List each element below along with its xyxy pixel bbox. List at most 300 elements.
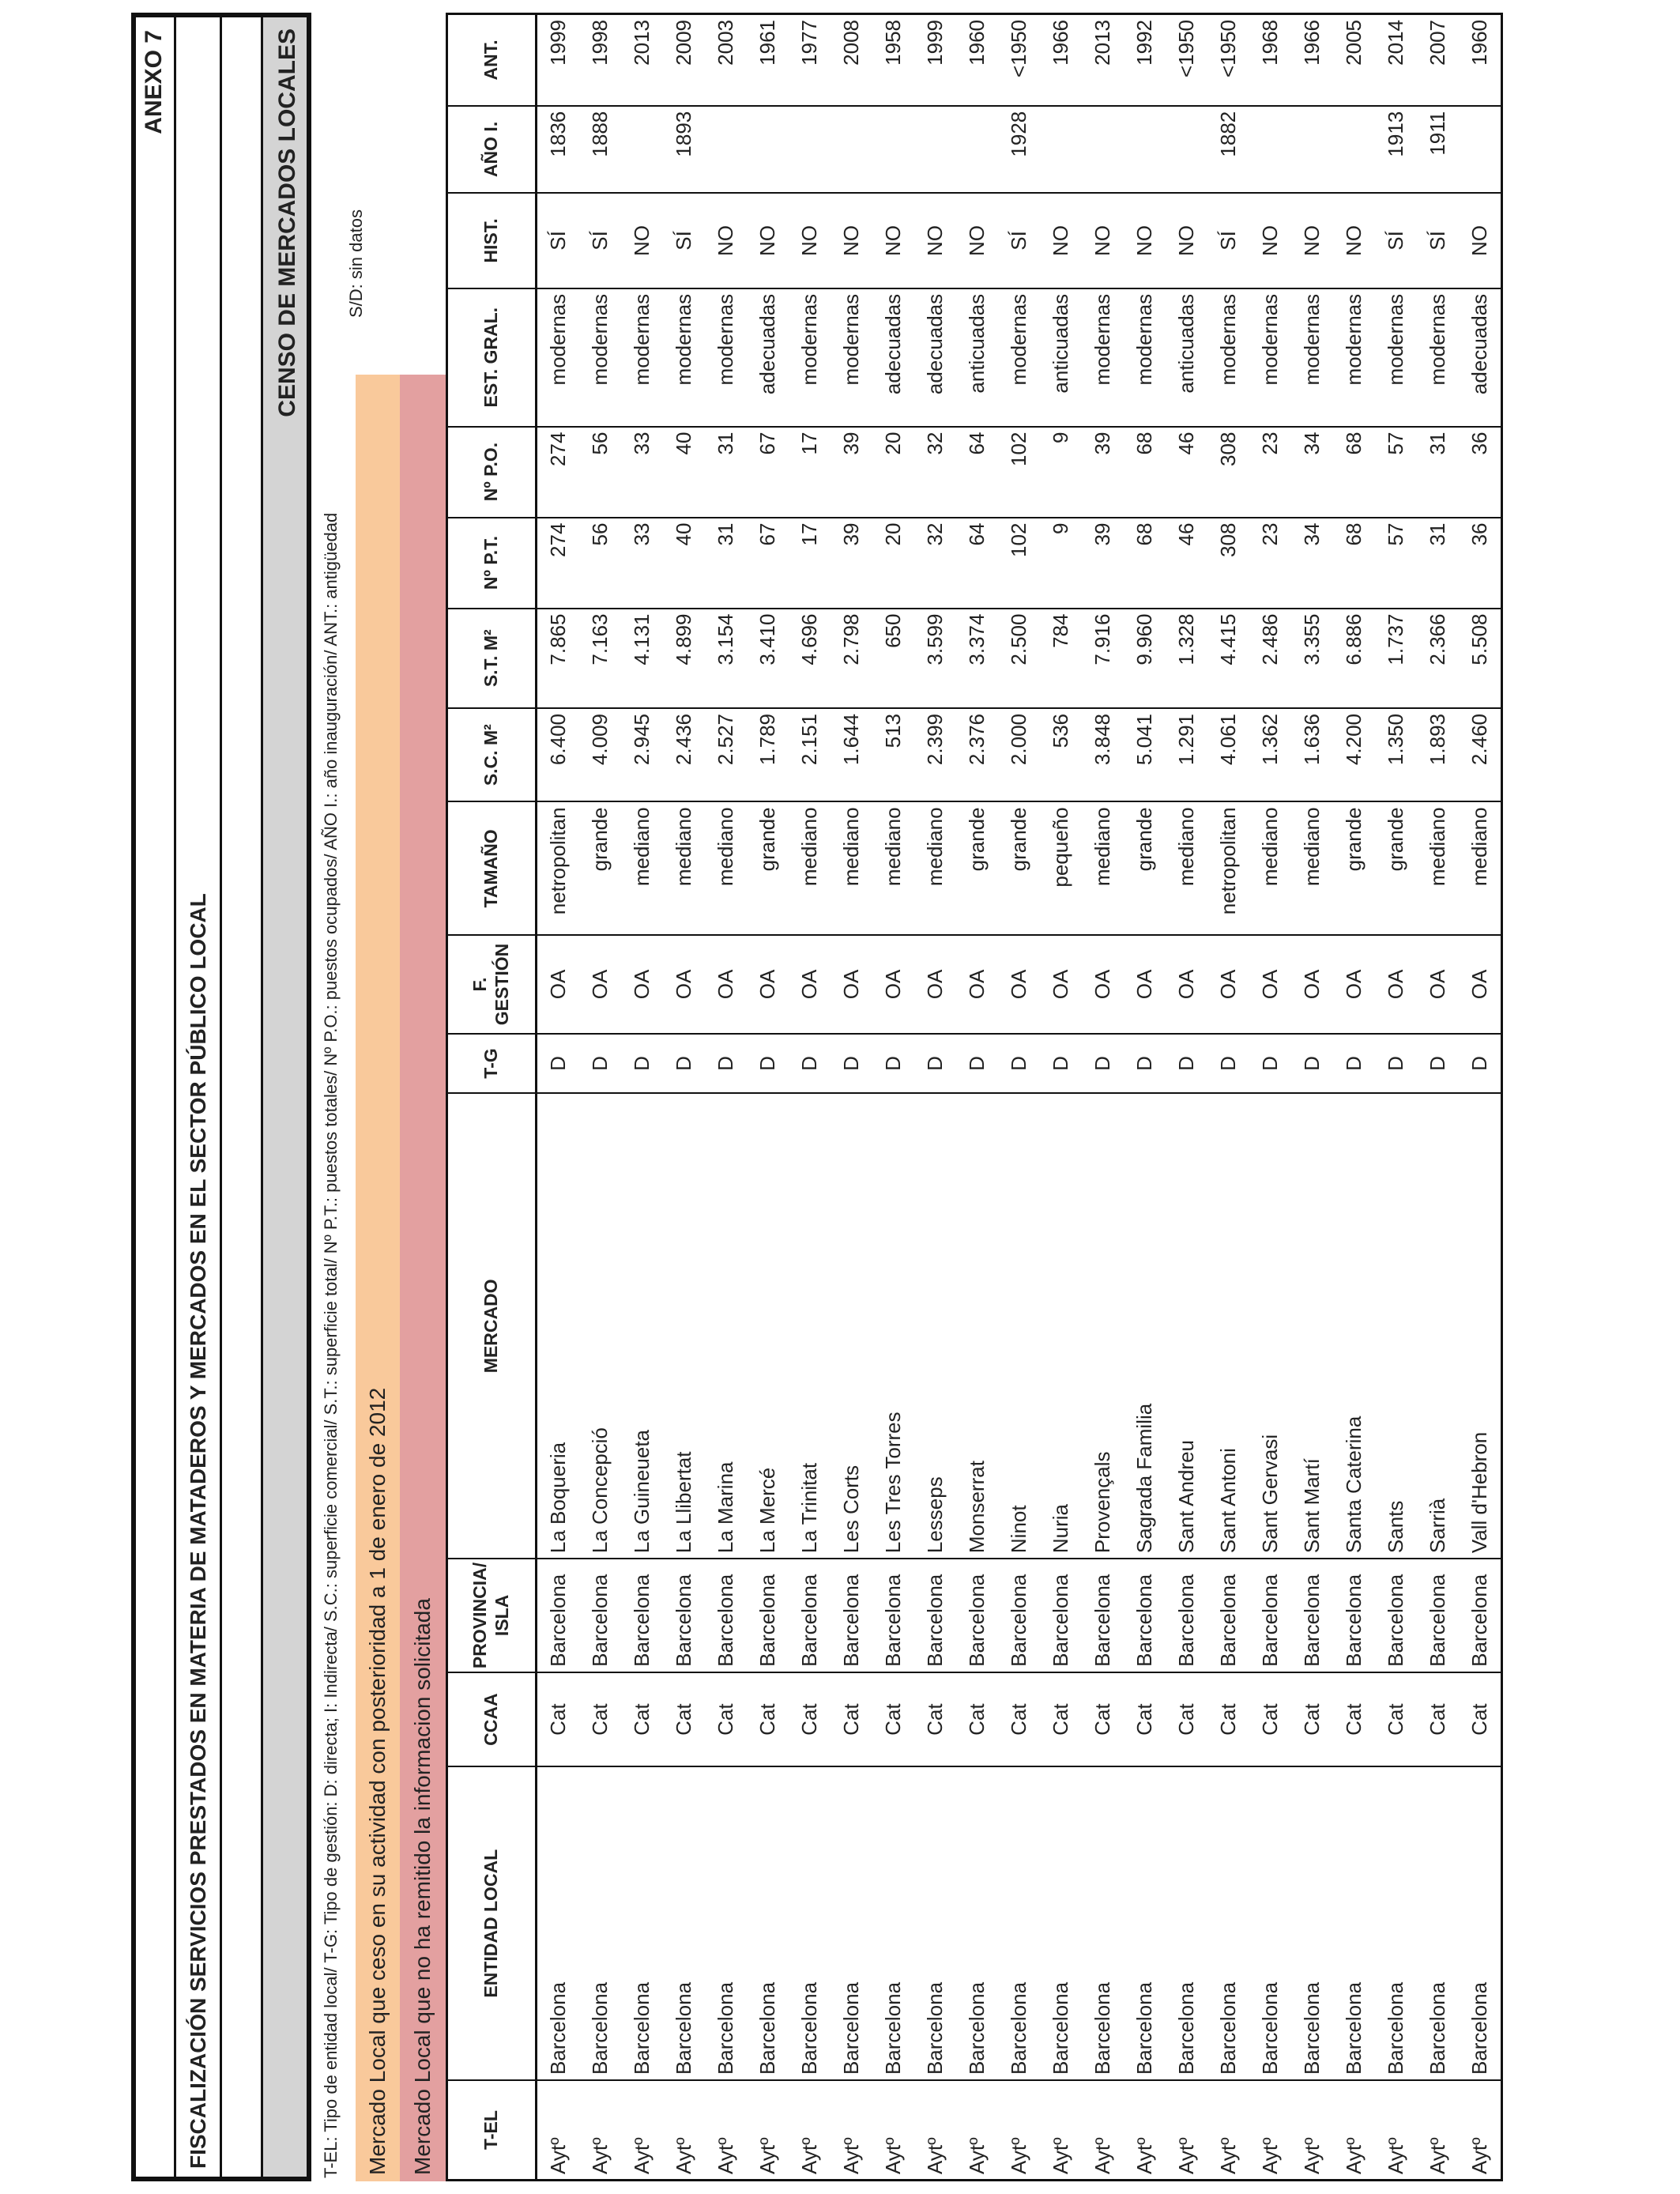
cell-hist: NO — [1291, 193, 1333, 288]
cell-tg: D — [789, 1034, 831, 1094]
cell-ant: <1950 — [1166, 14, 1207, 106]
cell-anoi — [705, 106, 747, 193]
cell-npo: 23 — [1249, 427, 1291, 518]
cell-tel: Aytº — [1040, 2080, 1082, 2180]
blank-header-row — [220, 13, 262, 2181]
cell-anoi — [747, 106, 789, 193]
cell-hist: NO — [1459, 193, 1502, 288]
cell-tg: D — [663, 1034, 705, 1094]
cell-npt: 17 — [789, 518, 831, 609]
cell-anoi — [1082, 106, 1124, 193]
cell-tel: Aytº — [1249, 2080, 1291, 2180]
cell-npt: 68 — [1124, 518, 1166, 609]
cell-st: 1.328 — [1166, 609, 1207, 708]
cell-ant: 2003 — [705, 14, 747, 106]
cell-provincia: Barcelona — [621, 1559, 663, 1672]
cell-provincia: Barcelona — [789, 1559, 831, 1672]
cell-npt: 23 — [1249, 518, 1291, 609]
cell-ccaa: Cat — [831, 1672, 872, 1767]
cell-ant: 1968 — [1249, 14, 1291, 106]
cell-sc: 2.945 — [621, 708, 663, 801]
cell-mercado: Vall d'Hebron — [1459, 1093, 1502, 1559]
cell-tg: D — [1082, 1034, 1124, 1094]
col-header-tel: T-EL — [447, 2080, 537, 2180]
cell-npt: 36 — [1459, 518, 1502, 609]
cell-tg: D — [1375, 1034, 1417, 1094]
cell-tel: Aytº — [831, 2080, 872, 2180]
cell-fgestion: OA — [663, 935, 705, 1033]
cell-tel: Aytº — [1291, 2080, 1333, 2180]
cell-fgestion: OA — [705, 935, 747, 1033]
cell-tg: D — [998, 1034, 1040, 1094]
cell-mercado: Les Corts — [831, 1093, 872, 1559]
cell-anoi — [1249, 106, 1291, 193]
col-header-npt: Nº P.T. — [447, 518, 537, 609]
cell-provincia: Barcelona — [1040, 1559, 1082, 1672]
cell-hist: SÍ — [1207, 193, 1249, 288]
ceased-market-legend-band: Mercado Local que ceso en su actividad con posterioridad a 1 de enero de 2012 — [356, 375, 400, 2181]
cell-st: 9.960 — [1124, 609, 1166, 708]
cell-npo: 68 — [1333, 427, 1375, 518]
cell-sc: 2.399 — [914, 708, 956, 801]
cell-provincia: Barcelona — [1417, 1559, 1459, 1672]
cell-npo: 68 — [1124, 427, 1166, 518]
cell-anoi — [956, 106, 998, 193]
cell-ant: 1999 — [537, 14, 580, 106]
table-row — [1291, 14, 1333, 2181]
cell-st: 7.916 — [1082, 609, 1124, 708]
cell-tamano: mediano — [1291, 801, 1333, 935]
cell-fgestion: OA — [1124, 935, 1166, 1033]
cell-tg: D — [1166, 1034, 1207, 1094]
cell-provincia: Barcelona — [1207, 1559, 1249, 1672]
cell-ccaa: Cat — [1166, 1672, 1207, 1767]
cell-npt: 68 — [1333, 518, 1375, 609]
cell-st: 5.508 — [1459, 609, 1502, 708]
table-row — [872, 14, 914, 2181]
cell-provincia: Barcelona — [747, 1559, 789, 1672]
cell-estgral: modernas — [621, 288, 663, 427]
cell-st: 3.355 — [1291, 609, 1333, 708]
cell-tel: Aytº — [621, 2080, 663, 2180]
cell-anoi — [789, 106, 831, 193]
cell-hist: NO — [872, 193, 914, 288]
annex-label: ANEXO 7 — [141, 30, 167, 134]
cell-tel: Aytº — [1207, 2080, 1249, 2180]
cell-tg: D — [705, 1034, 747, 1094]
cell-st: 2.486 — [1249, 609, 1291, 708]
cell-entidad: Barcelona — [1375, 1766, 1417, 2080]
cell-npt: 39 — [831, 518, 872, 609]
cell-ant: 2008 — [831, 14, 872, 106]
col-header-st: S.T. M² — [447, 609, 537, 708]
cell-hist: NO — [1082, 193, 1124, 288]
cell-hist: NO — [914, 193, 956, 288]
cell-mercado: Les Tres Torres — [872, 1093, 914, 1559]
cell-sc: 2.460 — [1459, 708, 1502, 801]
cell-tamano: mediano — [914, 801, 956, 935]
cell-tg: D — [1417, 1034, 1459, 1094]
cell-npo: 64 — [956, 427, 998, 518]
cell-npo: 46 — [1166, 427, 1207, 518]
cell-fgestion: OA — [1040, 935, 1082, 1033]
col-header-anoi: AÑO I. — [447, 106, 537, 193]
cell-tamano: mediano — [789, 801, 831, 935]
cell-ant: 1998 — [579, 14, 621, 106]
cell-ccaa: Cat — [537, 1672, 580, 1767]
cell-st: 3.374 — [956, 609, 998, 708]
table-row — [537, 14, 580, 2181]
cell-tg: D — [1291, 1034, 1333, 1094]
cell-npt: 20 — [872, 518, 914, 609]
table-row — [789, 14, 831, 2181]
cell-ccaa: Cat — [1417, 1672, 1459, 1767]
cell-mercado: Sant Andreu — [1166, 1093, 1207, 1559]
cell-sc: 1.893 — [1417, 708, 1459, 801]
cell-npt: 56 — [579, 518, 621, 609]
cell-provincia: Barcelona — [705, 1559, 747, 1672]
census-header-row — [261, 13, 311, 2181]
cell-estgral: anticuadas — [956, 288, 998, 427]
cell-tel: Aytº — [705, 2080, 747, 2180]
cell-npt: 34 — [1291, 518, 1333, 609]
cell-sc: 2.151 — [789, 708, 831, 801]
cell-tamano: grande — [1375, 801, 1417, 935]
table-row — [747, 14, 789, 2181]
cell-st: 4.899 — [663, 609, 705, 708]
cell-entidad: Barcelona — [1417, 1766, 1459, 2080]
cell-provincia: Barcelona — [1166, 1559, 1207, 1672]
cell-npo: 31 — [1417, 427, 1459, 518]
cell-entidad: Barcelona — [956, 1766, 998, 2080]
cell-tel: Aytº — [537, 2080, 580, 2180]
cell-npo: 32 — [914, 427, 956, 518]
cell-st: 7.865 — [537, 609, 580, 708]
abbreviation-legend: T-EL: Tipo de entidad local/ T-G: Tipo de gestión: D: directa; I: Indirecta/ S.C.: superficie comercial/ S.T.: superficie total/ Nº P.T.: puestos totales/ Nº P.O.: puestos ocupados/ AÑO I.: año inauguración/ ANT.: antigüedad — [321, 512, 341, 2178]
missing-info-legend-band: Mercado Local que no ha remitido la informacion solicitada — [400, 375, 446, 2181]
cell-tg: D — [914, 1034, 956, 1094]
markets-table — [446, 13, 1503, 2181]
cell-npt: 39 — [1082, 518, 1124, 609]
cell-estgral: adecuadas — [872, 288, 914, 427]
cell-provincia: Barcelona — [914, 1559, 956, 1672]
cell-tel: Aytº — [663, 2080, 705, 2180]
cell-ccaa: Cat — [1249, 1672, 1291, 1767]
cell-tamano: mediano — [705, 801, 747, 935]
col-header-tamano: TAMAÑO — [447, 801, 537, 935]
annex-header-row — [131, 13, 175, 2181]
cell-entidad: Barcelona — [621, 1766, 663, 2080]
table-row — [1124, 14, 1166, 2181]
cell-ant: 1960 — [956, 14, 998, 106]
table-row — [1417, 14, 1459, 2181]
cell-tamano: grande — [579, 801, 621, 935]
cell-ant: 2014 — [1375, 14, 1417, 106]
cell-npo: 56 — [579, 427, 621, 518]
cell-provincia: Barcelona — [956, 1559, 998, 1672]
cell-provincia: Barcelona — [1291, 1559, 1333, 1672]
cell-tamano: netropolitan — [537, 801, 580, 935]
cell-provincia: Barcelona — [579, 1559, 621, 1672]
cell-hist: SÍ — [663, 193, 705, 288]
cell-mercado: Sagrada Familia — [1124, 1093, 1166, 1559]
cell-entidad: Barcelona — [663, 1766, 705, 2080]
cell-st: 784 — [1040, 609, 1082, 708]
cell-fgestion: OA — [747, 935, 789, 1033]
cell-tamano: mediano — [1417, 801, 1459, 935]
cell-sc: 6.400 — [537, 708, 580, 801]
cell-tamano: mediano — [1249, 801, 1291, 935]
cell-provincia: Barcelona — [1375, 1559, 1417, 1672]
cell-mercado: La Concepció — [579, 1093, 621, 1559]
cell-st: 2.798 — [831, 609, 872, 708]
cell-tel: Aytº — [1124, 2080, 1166, 2180]
cell-ant: 1966 — [1040, 14, 1082, 106]
cell-estgral: modernas — [537, 288, 580, 427]
cell-provincia: Barcelona — [1333, 1559, 1375, 1672]
col-header-entidad: ENTIDAD LOCAL — [447, 1766, 537, 2080]
cell-tg: D — [747, 1034, 789, 1094]
cell-entidad: Barcelona — [914, 1766, 956, 2080]
cell-ant: 2005 — [1333, 14, 1375, 106]
cell-st: 4.131 — [621, 609, 663, 708]
cell-fgestion: OA — [1207, 935, 1249, 1033]
cell-provincia: Barcelona — [998, 1559, 1040, 1672]
cell-hist: NO — [621, 193, 663, 288]
cell-fgestion: OA — [579, 935, 621, 1033]
cell-estgral: anticuadas — [1040, 288, 1082, 427]
cell-estgral: modernas — [789, 288, 831, 427]
cell-anoi: 1913 — [1375, 106, 1417, 193]
cell-hist: NO — [789, 193, 831, 288]
cell-npo: 308 — [1207, 427, 1249, 518]
col-header-provincia: PROVINCIA/ ISLA — [447, 1559, 537, 1672]
cell-st: 3.410 — [747, 609, 789, 708]
cell-hist: NO — [831, 193, 872, 288]
cell-npt: 40 — [663, 518, 705, 609]
cell-estgral: modernas — [1082, 288, 1124, 427]
cell-tg: D — [1333, 1034, 1375, 1094]
cell-hist: NO — [1333, 193, 1375, 288]
cell-mercado: Sant Martí — [1291, 1093, 1333, 1559]
census-title: CENSO DE MERCADOS LOCALES — [274, 28, 300, 417]
cell-tg: D — [1249, 1034, 1291, 1094]
cell-st: 3.599 — [914, 609, 956, 708]
cell-tamano: mediano — [621, 801, 663, 935]
table-row — [831, 14, 872, 2181]
cell-st: 4.696 — [789, 609, 831, 708]
cell-ccaa: Cat — [872, 1672, 914, 1767]
cell-ccaa: Cat — [1040, 1672, 1082, 1767]
cell-ant: 1958 — [872, 14, 914, 106]
col-header-tg: T-G — [447, 1034, 537, 1094]
cell-sc: 2.436 — [663, 708, 705, 801]
cell-entidad: Barcelona — [1082, 1766, 1124, 2080]
cell-ccaa: Cat — [663, 1672, 705, 1767]
cell-npo: 40 — [663, 427, 705, 518]
table-row — [956, 14, 998, 2181]
cell-tamano: grande — [956, 801, 998, 935]
cell-anoi — [1124, 106, 1166, 193]
cell-anoi: 1836 — [537, 106, 580, 193]
cell-tamano: mediano — [1082, 801, 1124, 935]
col-header-mercado: MERCADO — [447, 1093, 537, 1559]
cell-st: 6.886 — [1333, 609, 1375, 708]
cell-npt: 33 — [621, 518, 663, 609]
col-header-npo: Nº P.O. — [447, 427, 537, 518]
cell-ant: 2009 — [663, 14, 705, 106]
cell-st: 2.500 — [998, 609, 1040, 708]
col-header-hist: HIST. — [447, 193, 537, 288]
cell-anoi — [1166, 106, 1207, 193]
cell-estgral: adecuadas — [914, 288, 956, 427]
cell-sc: 2.527 — [705, 708, 747, 801]
cell-tg: D — [831, 1034, 872, 1094]
cell-tel: Aytº — [747, 2080, 789, 2180]
cell-fgestion: OA — [1459, 935, 1502, 1033]
cell-estgral: modernas — [1249, 288, 1291, 427]
cell-entidad: Barcelona — [1333, 1766, 1375, 2080]
cell-entidad: Barcelona — [747, 1766, 789, 2080]
cell-fgestion: OA — [831, 935, 872, 1033]
cell-ccaa: Cat — [1375, 1672, 1417, 1767]
cell-provincia: Barcelona — [1459, 1559, 1502, 1672]
cell-entidad: Barcelona — [1249, 1766, 1291, 2080]
cell-ccaa: Cat — [914, 1672, 956, 1767]
cell-entidad: Barcelona — [1166, 1766, 1207, 2080]
cell-tg: D — [1207, 1034, 1249, 1094]
cell-npt: 274 — [537, 518, 580, 609]
cell-ccaa: Cat — [705, 1672, 747, 1767]
cell-ant: 2013 — [1082, 14, 1124, 106]
cell-tamano: netropolitan — [1207, 801, 1249, 935]
cell-ant: 2013 — [621, 14, 663, 106]
cell-entidad: Barcelona — [705, 1766, 747, 2080]
cell-sc: 1.644 — [831, 708, 872, 801]
table-header-row — [447, 14, 537, 2181]
cell-ccaa: Cat — [579, 1672, 621, 1767]
cell-tg: D — [1124, 1034, 1166, 1094]
cell-sc: 1.362 — [1249, 708, 1291, 801]
cell-provincia: Barcelona — [1082, 1559, 1124, 1672]
cell-npt: 308 — [1207, 518, 1249, 609]
table-row — [1249, 14, 1291, 2181]
cell-sc: 5.041 — [1124, 708, 1166, 801]
cell-tel: Aytº — [1375, 2080, 1417, 2180]
cell-provincia: Barcelona — [872, 1559, 914, 1672]
cell-tamano: grande — [1333, 801, 1375, 935]
cell-estgral: modernas — [831, 288, 872, 427]
cell-entidad: Barcelona — [1291, 1766, 1333, 2080]
cell-estgral: adecuadas — [747, 288, 789, 427]
cell-tel: Aytº — [1082, 2080, 1124, 2180]
cell-ccaa: Cat — [1459, 1672, 1502, 1767]
cell-tel: Aytº — [998, 2080, 1040, 2180]
table-row — [914, 14, 956, 2181]
cell-tel: Aytº — [914, 2080, 956, 2180]
report-title: FISCALIZACIÓN SERVICIOS PRESTADOS EN MATERIA DE MATADEROS Y MERCADOS EN EL SECTOR PÚBLICO LOCAL — [186, 893, 210, 2169]
cell-mercado: Santa Caterina — [1333, 1093, 1375, 1559]
cell-sc: 1.291 — [1166, 708, 1207, 801]
cell-hist: NO — [747, 193, 789, 288]
cell-ccaa: Cat — [1124, 1672, 1166, 1767]
cell-ant: 2007 — [1417, 14, 1459, 106]
cell-anoi — [914, 106, 956, 193]
cell-npo: 39 — [1082, 427, 1124, 518]
cell-sc: 2.376 — [956, 708, 998, 801]
cell-ant: 1977 — [789, 14, 831, 106]
cell-hist: SÍ — [579, 193, 621, 288]
cell-npt: 102 — [998, 518, 1040, 609]
cell-st: 4.415 — [1207, 609, 1249, 708]
cell-fgestion: OA — [914, 935, 956, 1033]
cell-tamano: mediano — [663, 801, 705, 935]
cell-st: 7.163 — [579, 609, 621, 708]
cell-fgestion: OA — [956, 935, 998, 1033]
markets-table-body — [537, 14, 1502, 2181]
cell-sc: 3.848 — [1082, 708, 1124, 801]
cell-provincia: Barcelona — [663, 1559, 705, 1672]
table-row — [1207, 14, 1249, 2181]
cell-fgestion: OA — [872, 935, 914, 1033]
cell-entidad: Barcelona — [831, 1766, 872, 2080]
cell-tamano: pequeño — [1040, 801, 1082, 935]
cell-hist: NO — [1124, 193, 1166, 288]
cell-tamano: mediano — [1166, 801, 1207, 935]
cell-tg: D — [1040, 1034, 1082, 1094]
cell-provincia: Barcelona — [831, 1559, 872, 1672]
cell-estgral: modernas — [998, 288, 1040, 427]
cell-anoi: 1888 — [579, 106, 621, 193]
cell-tg: D — [872, 1034, 914, 1094]
table-row — [621, 14, 663, 2181]
cell-mercado: La Marina — [705, 1093, 747, 1559]
cell-tg: D — [621, 1034, 663, 1094]
cell-ant: 1960 — [1459, 14, 1502, 106]
cell-ccaa: Cat — [621, 1672, 663, 1767]
cell-tel: Aytº — [1166, 2080, 1207, 2180]
cell-mercado: La Mercé — [747, 1093, 789, 1559]
cell-hist: NO — [956, 193, 998, 288]
cell-mercado: La Trinitat — [789, 1093, 831, 1559]
cell-npo: 102 — [998, 427, 1040, 518]
cell-npo: 36 — [1459, 427, 1502, 518]
cell-npo: 33 — [621, 427, 663, 518]
cell-anoi — [1040, 106, 1082, 193]
table-row — [1082, 14, 1124, 2181]
cell-hist: NO — [1040, 193, 1082, 288]
cell-sc: 536 — [1040, 708, 1082, 801]
cell-npt: 9 — [1040, 518, 1082, 609]
cell-mercado: La Guineueta — [621, 1093, 663, 1559]
cell-tel: Aytº — [789, 2080, 831, 2180]
cell-npo: 274 — [537, 427, 580, 518]
cell-tel: Aytº — [872, 2080, 914, 2180]
cell-npo: 67 — [747, 427, 789, 518]
cell-mercado: Sants — [1375, 1093, 1417, 1559]
cell-anoi — [831, 106, 872, 193]
cell-provincia: Barcelona — [1124, 1559, 1166, 1672]
cell-mercado: Nuria — [1040, 1093, 1082, 1559]
cell-mercado: La Boqueria — [537, 1093, 580, 1559]
cell-mercado: La Llibertat — [663, 1093, 705, 1559]
cell-tel: Aytº — [956, 2080, 998, 2180]
table-row — [1040, 14, 1082, 2181]
cell-estgral: modernas — [1291, 288, 1333, 427]
cell-hist: SÍ — [998, 193, 1040, 288]
col-header-fgestion: F. GESTIÓN — [447, 935, 537, 1033]
cell-anoi — [1291, 106, 1333, 193]
